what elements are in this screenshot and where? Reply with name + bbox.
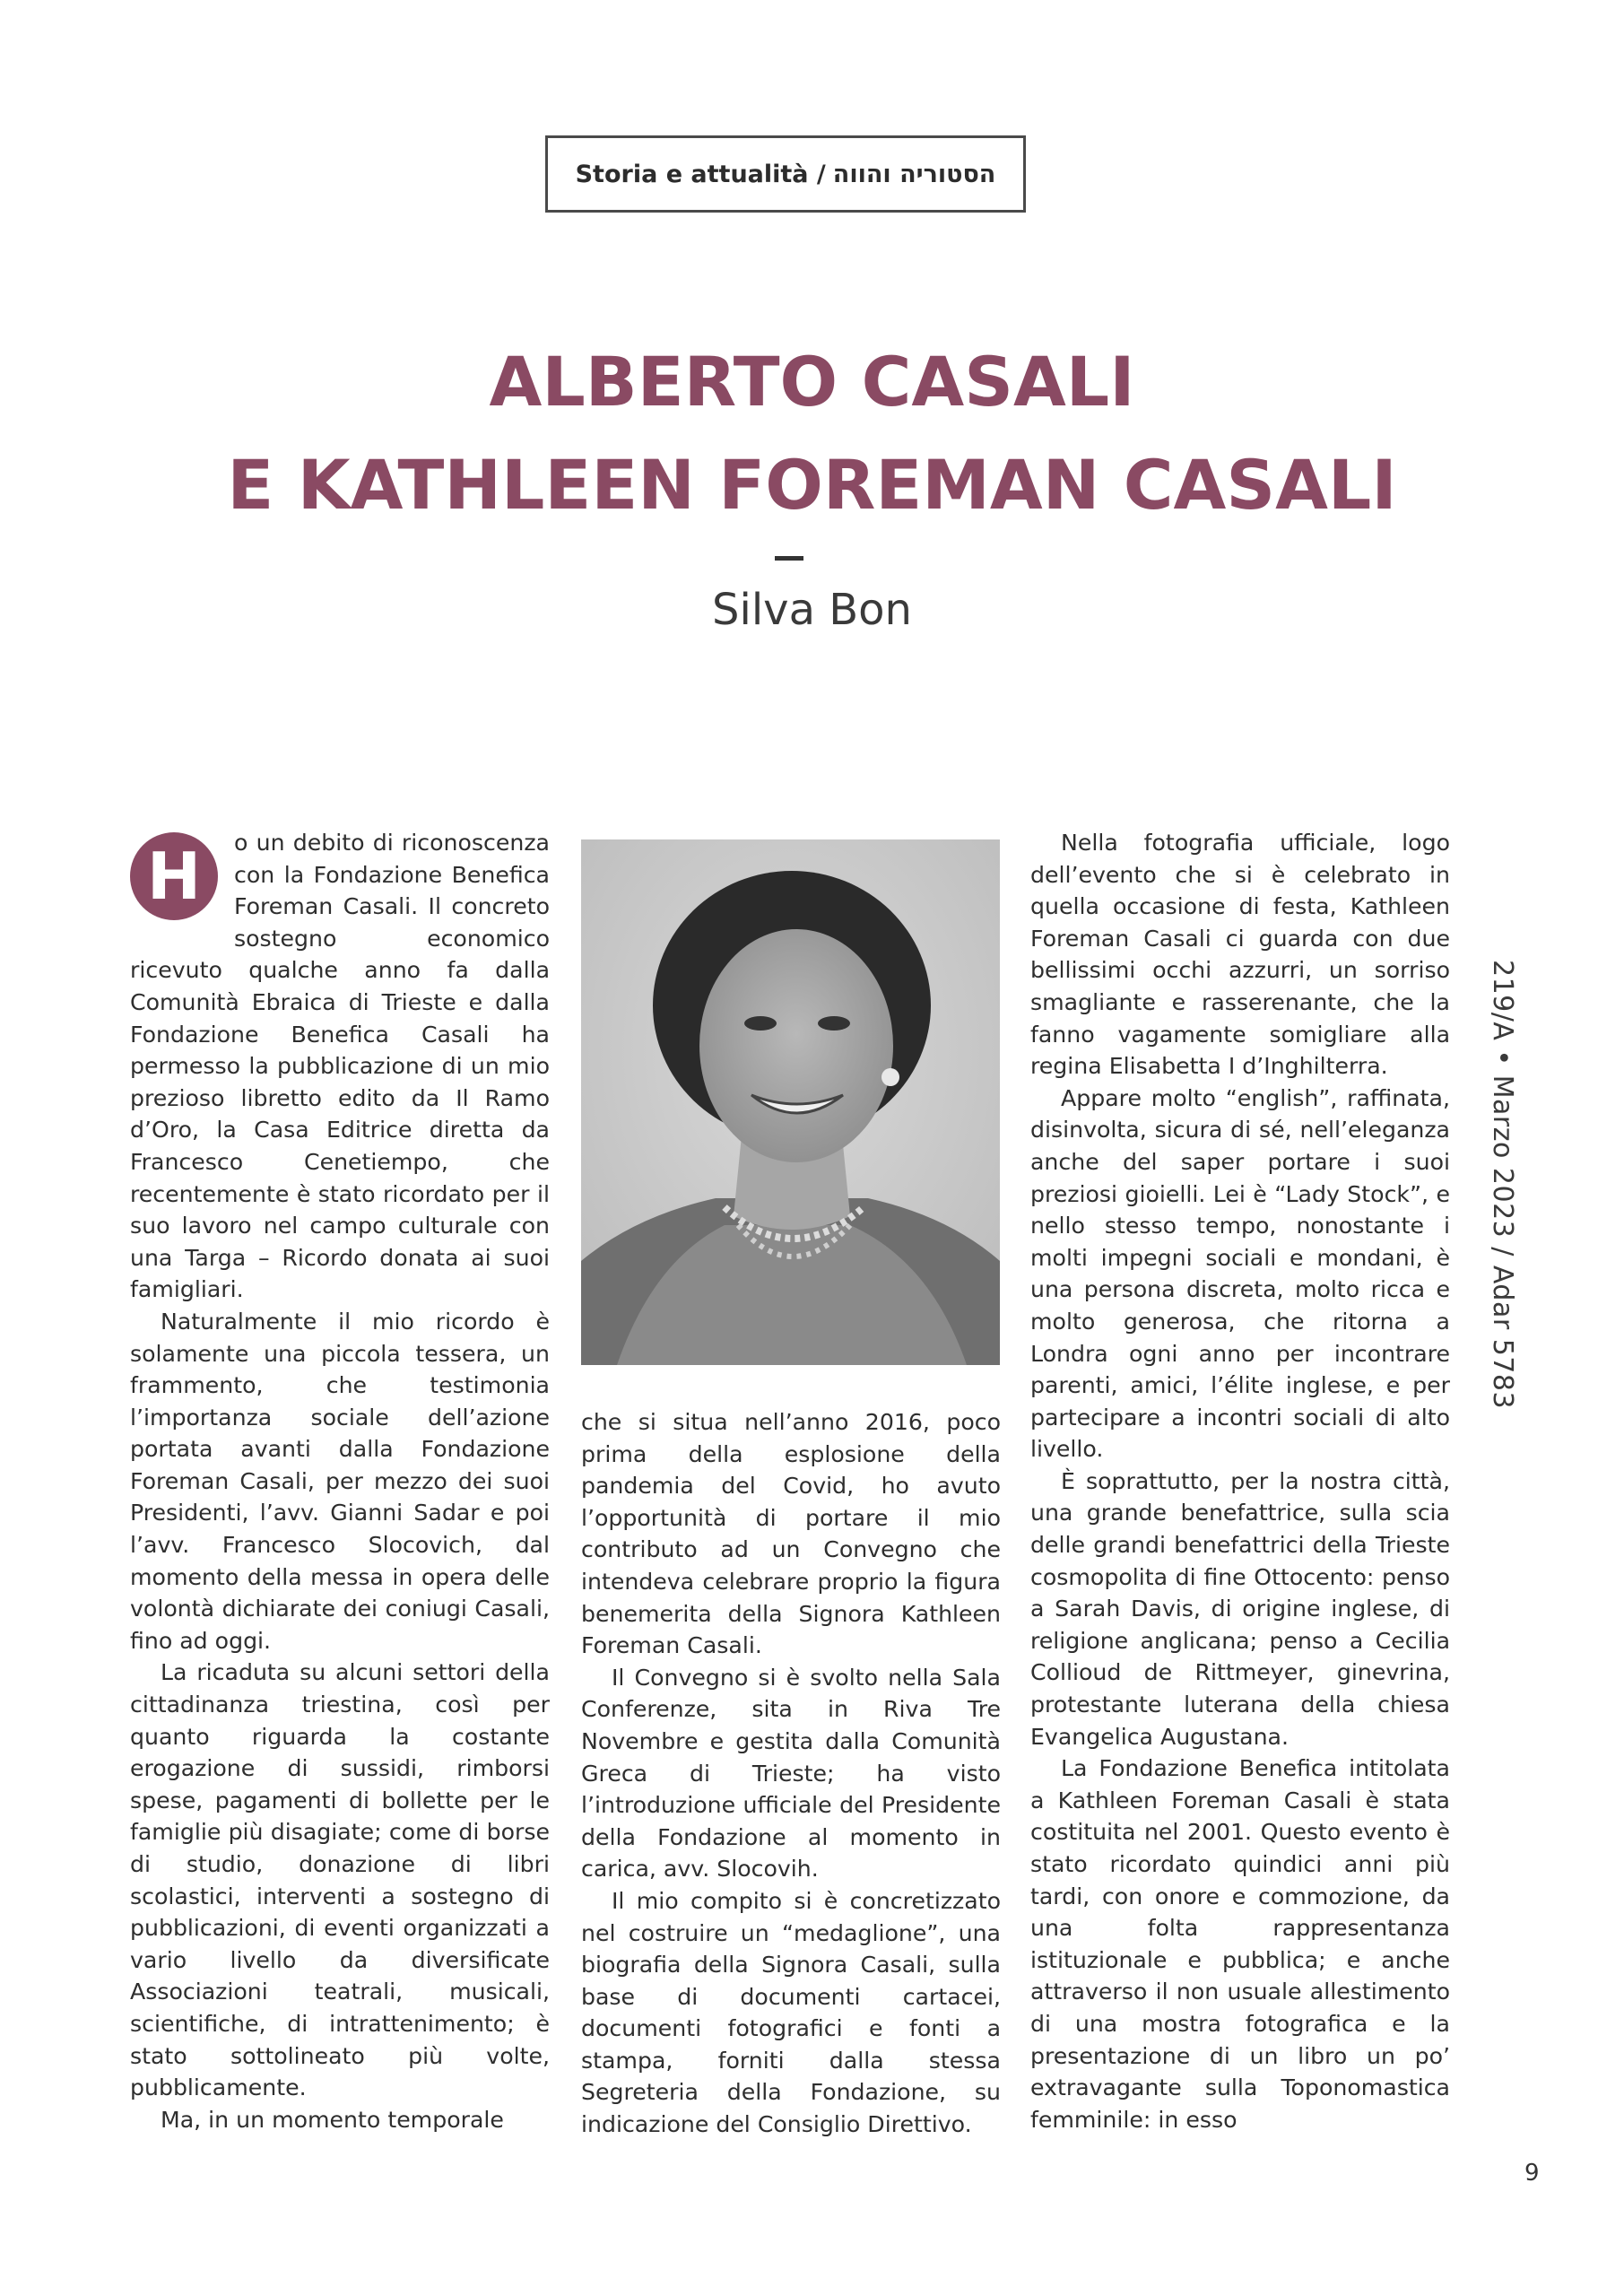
portrait-illustration (581, 839, 1000, 1365)
portrait-photo (581, 839, 1000, 1365)
section-label-italian: Storia e attualità / (575, 160, 826, 188)
article-author: Silva Bon (712, 585, 912, 635)
paragraph: Il mio compito si è concretizzato nel costruire un “medaglione”, una biografia della Signora Casali, sulla base di documenti cartacei, documenti fotografici e fonti a stampa, forniti dalla stessa Segreteria della Fondazione, su indicazione del Consiglio Direttivo. (581, 1887, 1001, 2138)
paragraph: che si situa nell’anno 2016, poco prima della esplosione della pandemia del Covid, ho avuto l’opportunità di portare il mio contributo ad un Convegno che intendeva celebrare proprio la figura benemerita della Signora Kathleen Foreman Casali. (581, 1409, 1001, 1659)
article-title-line1: ALBERTO CASALI (489, 342, 1135, 422)
paragraph: Ma, in un momento temporale (161, 2106, 504, 2133)
section-label (545, 135, 1026, 213)
text-column-3 (1030, 827, 1450, 2135)
paragraph: Naturalmente il mio ricordo è solamente una piccola tessera, un frammento, che testimonia l’importanza sociale dell’azione portata avanti dalla Fondazione Foreman Casali, per mezzo dei suoi Presidenti, l’avv. Gianni Sadar e poi l’avv. Francesco Slocovich, dal momento della messa in opera delle volontà dichiarate dei coniugi Casali, fino ad oggi. (130, 1308, 550, 1654)
paragraph: Appare molto “english”, raffinata, disinvolta, sicura di sé, nell’eleganza anche del saper portare i suoi preziosi gioielli. Lei è “Lady Stock”, e nello stesso tempo, nonostante i molti impegni sociali e mondani, è una persona discreta, molto ricca e molto generosa, che ritorna a Londra ogni anno per incontrare parenti, amici, l’élite inglese, e per partecipare a incontri sociali di alto livello. (1030, 1084, 1450, 1463)
section-label-hebrew: הסטוריה והווה (832, 160, 996, 188)
paragraph: Nella fotografia ufficiale, logo dell’evento che si è celebrato in quella occasione di festa, Kathleen Foreman Casali ci guarda con due bellissimi occhi azzurri, un sorriso smagliante e rasserenante, che la fanno vagamente somigliare alla regina Elisabetta I d’Inghilterra. (1030, 830, 1450, 1080)
title-separator (775, 556, 803, 561)
drop-cap: H (130, 832, 218, 920)
issue-info: 219/A • Marzo 2023 / Adar 5783 (1487, 960, 1518, 1410)
article-title-line2: E KATHLEEN FOREMAN CASALI (227, 445, 1397, 525)
page-number: 9 (1524, 2160, 1540, 2187)
paragraph: È soprattutto, per la nostra città, una grande benefattrice, sulla scia delle grandi benefattrici della Trieste cosmopolita di fine Ottocento: penso a Sarah Davis, di origine inglese, di religione anglicana; penso a Cecilia Collioud de Rittmeyer, ginevrina, protestante luterana della chiesa Evangelica Augustana. (1030, 1467, 1450, 1750)
paragraph: La ricaduta su alcuni settori della cittadinanza triestina, così per quanto riguarda la costante erogazione di sussidi, rimborsi spese, pagamenti di bollette per le famiglie più disagiate; come di borse di studio, donazione di libri scolastici, interventi a sostegno di pubblicazioni, di eventi organizzati a vario livello da diversificate Associazioni teatrali, musicali, scientifiche, di intrattenimento; è stato sottolineato più volte, pubblicamente. (130, 1659, 550, 2101)
text-column-2 (581, 1406, 1001, 2141)
paragraph: La Fondazione Benefica intitolata a Kathleen Foreman Casali è stata costituita nel 2001. Questo evento è stato ricordato quindici anni più tardi, con onore e commozione, da una folta rappresentanza istituzionale e pubblica; e anche attraverso il non usuale allestimento di una mostra fotografica e la presentazione di un libro un po’ extravagante sulla Toponomastica femminile: in esso (1030, 1755, 1450, 2133)
paragraph: o un debito di riconoscenza con la Fondazione Benefica Foreman Casali. Il concreto sostegno economico ricevuto qualche anno fa dalla Comunità Ebraica di Trieste e dalla Fondazione Benefica Casali ha permesso la pubblicazione di un mio prezioso libretto edito da Il Ramo d’Oro, la Casa Editrice diretta da Francesco Cenetiempo, che recentemente è stato ricordato per il suo lavoro nel campo culturale con una Targa – Ricordo donata ai suoi famigliari. (130, 830, 550, 1303)
paragraph: Il Convegno si è svolto nella Sala Conferenze, sita in Riva Tre Novembre e gestita dalla Comunità Greca di Trieste; ha visto l’introduzione ufficiale del Presidente della Fondazione al momento in carica, avv. Slocovih. (581, 1664, 1001, 1883)
text-column-1 (130, 827, 550, 2135)
